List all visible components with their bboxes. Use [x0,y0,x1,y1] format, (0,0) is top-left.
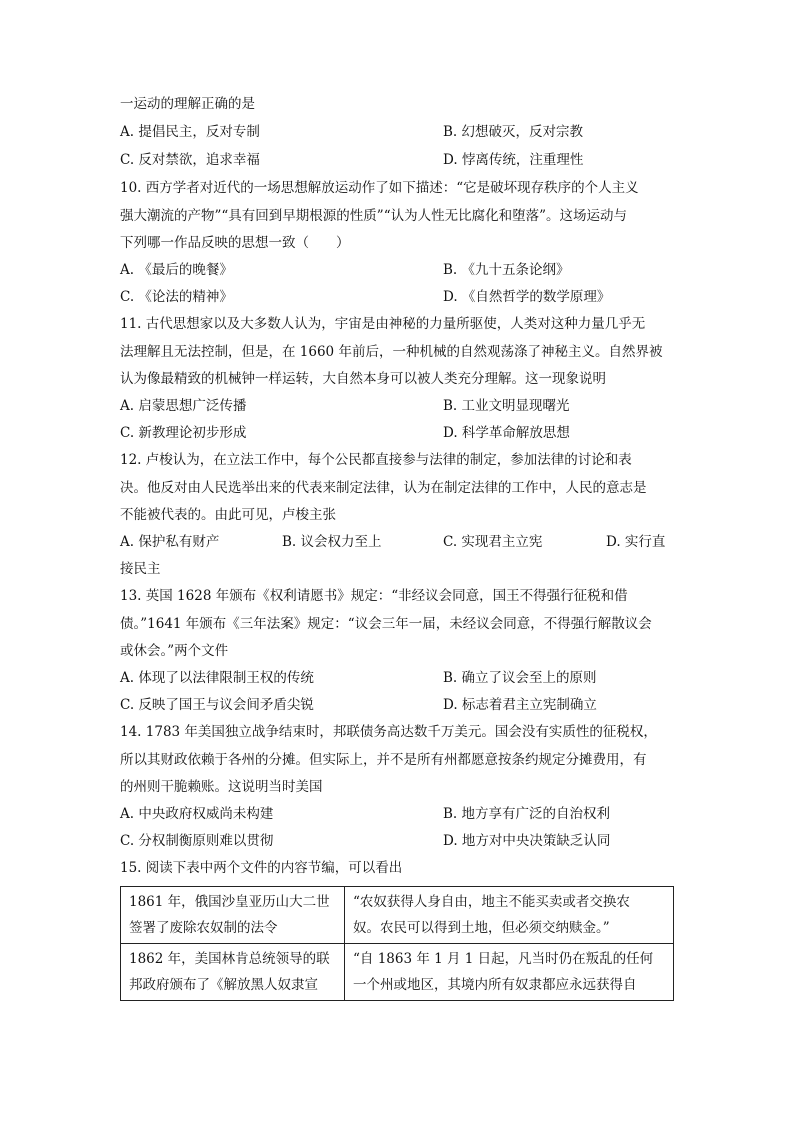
q10-option-d: D. 《自然哲学的数学原理》 [443,289,611,305]
q9-option-a: A. 提倡民主，反对专制 [120,124,260,140]
q15-stem: 15. 阅读下表中两个文件的内容节编，可以看出 [120,860,403,876]
table-cell-event-russia [121,887,345,944]
cell-text-line: 奴。农民可以得到土地，但必须交纳赎金。” [353,920,610,936]
q13-option-a: A. 体现了以法律限制王权的传统 [120,670,314,686]
q11-option-a: A. 启蒙思想广泛传播 [120,398,247,414]
q12-stem-line-1: 12. 卢梭认为，在立法工作中，每个公民都直接参与法律的制定，参加法律的讨论和表 [120,452,632,468]
q12-stem-line-3: 不能被代表的。由此可见，卢梭主张 [120,507,336,523]
q9-option-b: B. 幻想破灭，反对宗教 [443,124,584,140]
cell-text-line: 邦政府颁布了《解放黑人奴隶宣 [129,977,318,993]
q13-option-b: B. 确立了议会至上的原则 [443,670,597,686]
q10-option-c: C. 《论法的精神》 [120,289,233,305]
table-cell-excerpt-russia [345,887,674,944]
q13-stem-line-2: 债。”1641 年颁布《三年法案》规定：“议会三年一届，未经议会同意，不得强行解散议会 [120,616,652,632]
q14-option-a: A. 中央政府权威尚未构建 [120,806,274,822]
cell-text-line: 1862 年，美国林肯总统领导的联 [129,951,330,967]
cell-text-line: 签署了废除农奴制的法令 [129,920,278,936]
table-row [121,887,674,944]
q13-option-d: D. 标志着君主立宪制确立 [443,697,597,713]
q13-option-c: C. 反映了国王与议会间矛盾尖锐 [120,697,314,713]
cell-text-line: “自 1863 年 1 月 1 日起，凡当时仍在叛乱的任何 [353,951,654,967]
q13-stem-line-1: 13. 英国 1628 年颁布《权利请愿书》规定：“非经议会同意，国王不得强行征税和借 [120,588,628,604]
cell-text-line: 一个州或地区，其境内所有奴隶都应永远获得自 [353,977,637,993]
q13-stem-line-3: 或休会。”两个文件 [120,643,229,659]
q14-stem-line-3: 的州则干脆赖账。这说明当时美国 [120,779,323,795]
q9-option-c: C. 反对禁欲，追求幸福 [120,152,260,168]
table-cell-excerpt-usa [345,944,674,1001]
q10-stem-line-2: 强大潮流的产物”“具有回到早期根源的性质”“认为人性无比腐化和堕落”。这场运动与 [120,208,628,224]
table-cell-event-usa [121,944,345,1001]
q12-option-c: C. 实现君主立宪 [443,534,543,550]
q10-stem-line-1: 10. 西方学者对近代的一场思想解放运动作了如下描述：“它是破坏现存秩序的个人主义 [120,180,639,196]
q14-option-d: D. 地方对中央决策缺乏认同 [443,833,611,849]
q10-option-b: B. 《九十五条论纲》 [443,262,570,278]
q14-option-b: B. 地方享有广泛的自治权利 [443,806,611,822]
q15-document-table [120,886,674,1001]
q11-option-d: D. 科学革命解放思想 [443,425,570,441]
q9-option-d: D. 悖离传统，注重理性 [443,152,584,168]
q9-stem-tail: 一运动的理解正确的是 [120,96,255,112]
q12-option-b: B. 议会权力至上 [282,534,382,550]
q12-stem-line-2: 决。他反对由人民选举出来的代表来制定法律，认为在制定法律的工作中，人民的意志是 [120,480,647,496]
q11-stem-line-2: 法理解且无法控制，但是，在 1660 年前后，一种机械的自然观荡涤了神秘主义。自然界被 [120,344,663,360]
cell-text-line: 1861 年，俄国沙皇亚历山大二世 [129,894,330,910]
q14-stem-line-1: 14. 1783 年美国独立战争结束时，邦联债务高达数千万美元。国会没有实质性的征税权， [120,724,657,740]
q11-stem-line-3: 认为像最精致的机械钟一样运转，大自然本身可以被人类充分理解。这一现象说明 [120,371,606,387]
q11-stem-line-1: 11. 古代思想家以及大多数人认为，宇宙是由神秘的力量所驱使，人类对这种力量几乎无 [120,316,646,332]
cell-text-line: “农奴获得人身自由，地主不能买卖或者交换农 [353,894,630,910]
q14-option-c: C. 分权制衡原则难以贯彻 [120,833,274,849]
table-row [121,944,674,1001]
q14-stem-line-2: 所以其财政依赖于各州的分摊。但实际上，并不是所有州都愿意按条约规定分摊费用，有 [120,752,647,768]
q11-option-b: B. 工业文明显现曙光 [443,398,570,414]
q10-option-a: A. 《最后的晚餐》 [120,262,233,278]
q12-option-d: D. 实行直 [606,534,666,550]
q12-option-d-wrap: 接民主 [120,561,161,577]
q12-option-a: A. 保护私有财产 [120,534,220,550]
q11-option-c: C. 新教理论初步形成 [120,425,247,441]
q10-stem-line-3: 下列哪一作品反映的思想一致（ ） [120,235,350,251]
